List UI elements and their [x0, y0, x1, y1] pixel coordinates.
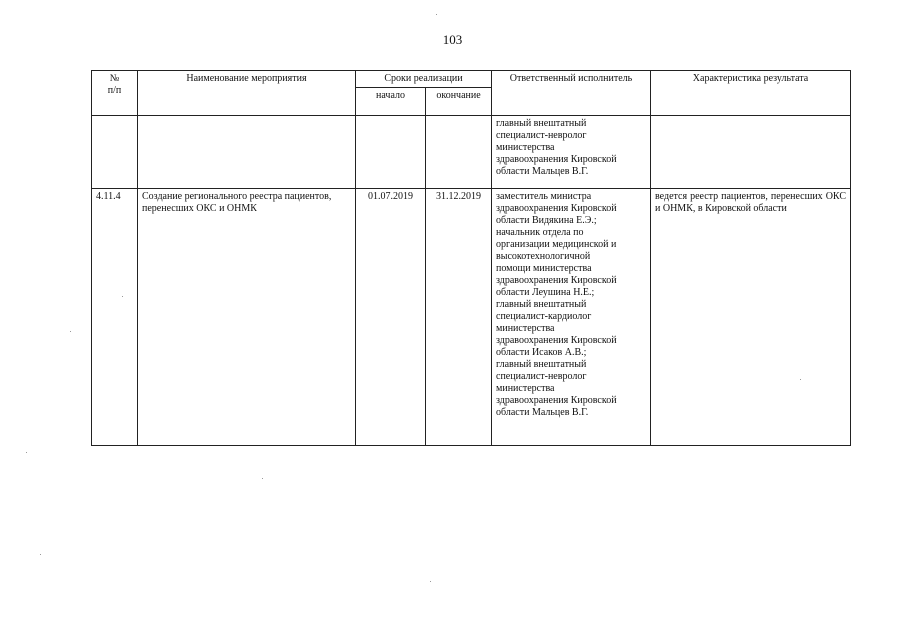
header-dates: Сроки реализации — [356, 71, 492, 88]
header-number: № п/п — [92, 71, 138, 116]
scan-speck — [436, 14, 437, 15]
scan-speck — [122, 296, 123, 297]
header-result: Характеристика результата — [651, 71, 851, 116]
cell-start — [356, 116, 426, 189]
cell-end: 31.12.2019 — [426, 189, 492, 446]
cell-result: ведется реестр пациентов, перенесших ОКС и ОНМК, в Кировской области — [651, 189, 851, 446]
cell-start: 01.07.2019 — [356, 189, 426, 446]
scan-speck — [430, 581, 431, 582]
scan-speck — [40, 554, 41, 555]
cell-responsible: главный внештатный специалист-невролог министерства здравоохранения Кировской области Мальцев В.Г. — [492, 116, 651, 189]
scan-speck — [800, 379, 801, 380]
scan-speck — [70, 331, 71, 332]
cell-event-name — [138, 116, 356, 189]
table-row — [92, 189, 851, 446]
events-table — [91, 70, 851, 446]
table-row — [92, 116, 851, 189]
scan-speck — [262, 478, 263, 479]
cell-number: 4.11.4 — [92, 189, 138, 446]
header-responsible: Ответственный исполнитель — [492, 71, 651, 116]
cell-number — [92, 116, 138, 189]
header-end: окончание — [426, 88, 492, 116]
cell-result — [651, 116, 851, 189]
cell-responsible: заместитель министра здравоохранения Кировской области Видякина Е.Э.; начальник отдела по организации медицинской и высокотехнологичной помощи министерства здравоохранения Кировской области Леушина Н.Е.; главный внештатный специалист-кардиолог министерства здравоохранения Кировской области Исаков А.В.; главный внештатный специалист-невролог министерства здравоохранения Кировской области Мальцев В.Г. — [492, 189, 651, 446]
header-row — [92, 71, 851, 88]
header-event-name: Наименование мероприятия — [138, 71, 356, 116]
page-number: 103 — [442, 32, 463, 47]
cell-end — [426, 116, 492, 189]
cell-event-name: Создание регионального реестра пациентов, перенесших ОКС и ОНМК — [138, 189, 356, 446]
scan-speck — [26, 452, 27, 453]
header-start: начало — [356, 88, 426, 116]
